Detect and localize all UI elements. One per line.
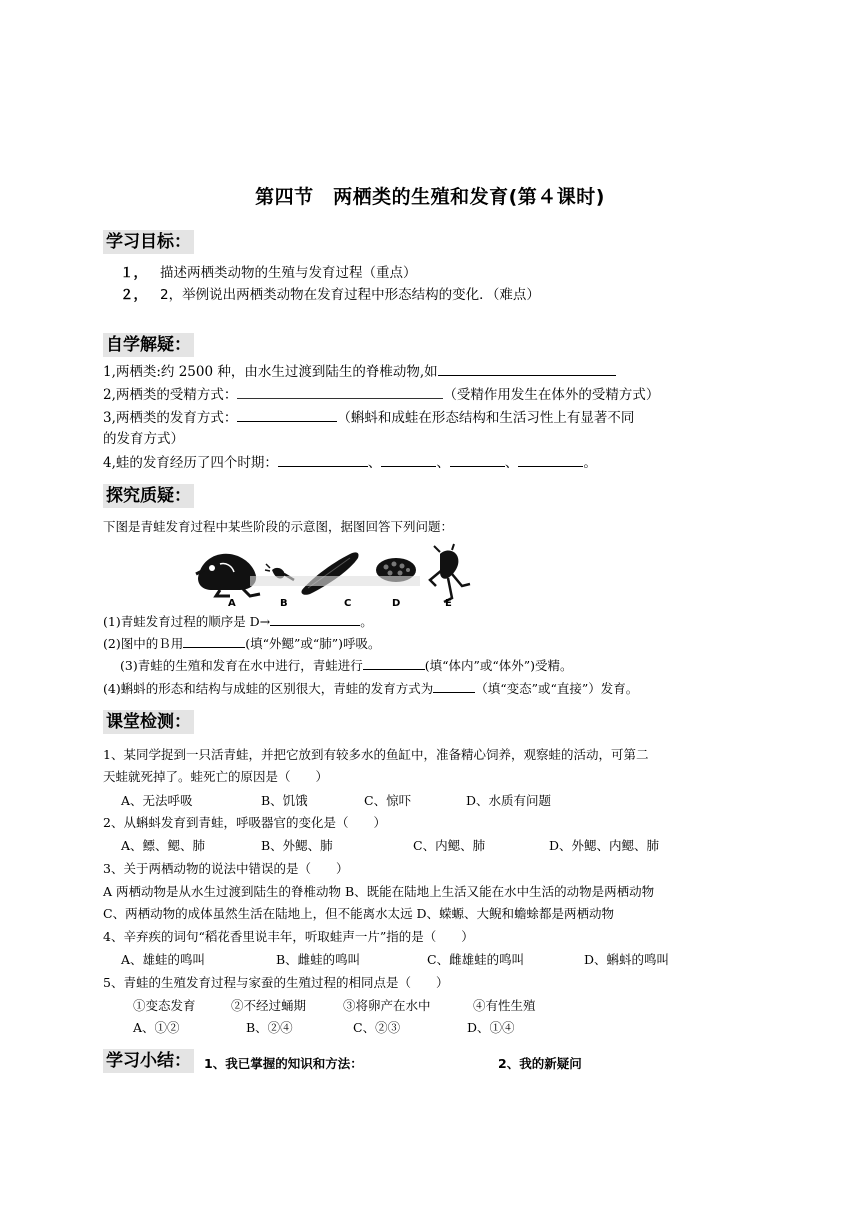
answer-blank[interactable] xyxy=(433,679,475,693)
figure-label-b: B xyxy=(280,598,288,609)
question-text: 2,两栖类的受精方式： xyxy=(103,387,238,403)
explore-question-1 xyxy=(103,612,373,631)
self-study-question-1 xyxy=(103,362,616,381)
summary-item-2: 2、我的新疑问 xyxy=(498,1056,582,1071)
option-d[interactable]: D、①④ xyxy=(467,1020,515,1035)
period: 。 xyxy=(360,614,373,629)
figure-label-c: C xyxy=(344,598,352,609)
option-d[interactable]: D、水质有问题 xyxy=(466,793,552,808)
statement-1: ①变态发育 xyxy=(133,998,196,1013)
question-text: (2)图中的Ｂ用 xyxy=(103,636,184,651)
question-text: (1)青蛙发育过程的顺序是 D→ xyxy=(103,614,271,629)
check-question-3-line-2: C、两栖动物的成体虽然生活在陆地上，但不能离水太远 D、蝾螈、大鲵和蟾蜍都是两栖动物 xyxy=(103,906,615,921)
frog-development-figure xyxy=(190,540,480,610)
question-text: 3,两栖类的发育方式： xyxy=(103,410,238,426)
separator: 、 xyxy=(367,455,382,471)
froglet-icon xyxy=(430,544,470,602)
answer-blank[interactable] xyxy=(278,453,368,467)
goal-text: 2，举例说出两栖类动物在发育过程中形态结构的变化．（难点） xyxy=(160,287,540,303)
tadpole-icon xyxy=(301,552,358,594)
goal-number: １， xyxy=(120,265,147,281)
check-question-2: 2、从蝌蚪发育到青蛙，呼吸器官的变化是（ ） xyxy=(103,815,386,830)
period: 。 xyxy=(583,455,597,471)
explore-question-3 xyxy=(120,656,573,675)
answer-blank[interactable] xyxy=(518,453,583,467)
answer-blank[interactable] xyxy=(381,453,436,467)
self-study-question-3-cont: 的发育方式） xyxy=(103,431,184,447)
check-question-4: 4、辛弃疾的词句“稻花香里说丰年，听取蛙声一片”指的是（ ） xyxy=(103,929,474,944)
question-hint: （受精作用发生在体外的受精方式） xyxy=(443,387,660,403)
question-hint: (填“外鳃”或“肺”)呼吸。 xyxy=(245,636,381,651)
self-study-question-4 xyxy=(103,453,597,472)
figure-label-a: A xyxy=(228,598,236,609)
self-study-question-2 xyxy=(103,385,659,404)
statement-2: ②不经过蛹期 xyxy=(231,998,307,1013)
check-question-3: 3、关于两栖动物的说法中错误的是（ ） xyxy=(103,861,349,876)
question-hint: （填“变态”或“直接”）发育。 xyxy=(475,681,639,696)
question-text: (3)青蛙的生殖和发育在水中进行，青蛙进行 xyxy=(120,658,363,673)
goal-text: 描述两栖类动物的生殖与发育过程（重点） xyxy=(160,265,417,281)
frog-adult-icon xyxy=(196,554,260,596)
explore-question-4 xyxy=(103,679,638,698)
check-question-1-cont: 天蛙就死掉了。蛙死亡的原因是（ ） xyxy=(103,769,329,784)
section-heading-summary: 学习小结： xyxy=(103,1049,194,1073)
option-b[interactable]: B、饥饿 xyxy=(261,793,308,808)
figure-label-d: D xyxy=(392,598,401,609)
separator: 、 xyxy=(436,455,450,471)
question-text: 1,两栖类:约 2500 种，由水生过渡到陆生的脊椎动物,如 xyxy=(103,364,438,380)
answer-blank[interactable] xyxy=(270,612,360,626)
answer-blank[interactable] xyxy=(438,362,616,376)
option-c[interactable]: C、内鳃、肺 xyxy=(413,838,486,853)
option-c[interactable]: C、惊吓 xyxy=(364,793,412,808)
statement-3: ③将卵产在水中 xyxy=(343,998,431,1013)
goal-item-2 xyxy=(120,286,540,304)
section-heading-self-study: 自学解疑： xyxy=(103,333,194,357)
check-question-1: 1、某同学捉到一只活青蛙，并把它放到有较多水的鱼缸中，准备精心饲养，观察蛙的活动，可第二 xyxy=(103,747,649,762)
option-c[interactable]: C、雌雄蛙的鸣叫 xyxy=(427,952,525,967)
self-study-question-3 xyxy=(103,408,634,427)
answer-blank[interactable] xyxy=(237,385,443,399)
summary-item-1: 1、我已掌握的知识和方法： xyxy=(204,1056,363,1071)
answer-blank[interactable] xyxy=(363,656,425,670)
statement-4: ④有性生殖 xyxy=(473,998,536,1013)
question-hint: (填“体内”或“体外”)受精。 xyxy=(424,658,573,673)
option-c[interactable]: C、②③ xyxy=(353,1020,401,1035)
question-text: (4)蝌蚪的形态和结构与成蛙的区别很大，青蛙的发育方式为 xyxy=(103,681,434,696)
answer-blank[interactable] xyxy=(237,408,337,422)
check-question-3-line-1: A 两栖动物是从水生过渡到陆生的脊椎动物 B、既能在陆地上生活又能在水中生活的动物是两栖动物 xyxy=(103,884,655,899)
option-d[interactable]: D、外鳃、内鳃、肺 xyxy=(549,838,660,853)
answer-blank[interactable] xyxy=(450,453,505,467)
question-hint: （蝌蚪和成蛙在形态结构和生活习性上有显著不同 xyxy=(337,410,635,426)
goal-number: ２， xyxy=(120,287,147,303)
option-a[interactable]: A、鳔、鳃、肺 xyxy=(121,838,206,853)
page-title: 第四节 两栖类的生殖和发育(第４课时) xyxy=(255,186,605,208)
option-a[interactable]: A、雄蛙的鸣叫 xyxy=(121,952,206,967)
answer-blank[interactable] xyxy=(183,634,245,648)
option-b[interactable]: B、②④ xyxy=(246,1020,293,1035)
section-heading-check: 课堂检测： xyxy=(103,710,194,734)
option-a[interactable]: A、①② xyxy=(133,1020,180,1035)
explore-intro: 下图是青蛙发育过程中某些阶段的示意图，据图回答下列问题： xyxy=(103,519,454,534)
check-question-5: 5、青蛙的生殖发育过程与家蚕的生殖过程的相同点是（ ） xyxy=(103,975,449,990)
goal-item-1 xyxy=(120,264,417,282)
section-heading-explore: 探究质疑： xyxy=(103,484,194,508)
question-text: 4,蛙的发育经历了四个时期： xyxy=(103,455,278,471)
figure-label-e: E xyxy=(445,598,452,609)
separator: 、 xyxy=(504,455,519,471)
option-d[interactable]: D、蝌蚪的鸣叫 xyxy=(584,952,670,967)
option-b[interactable]: B、雌蛙的鸣叫 xyxy=(276,952,361,967)
option-b[interactable]: B、外鳃、肺 xyxy=(261,838,333,853)
option-a[interactable]: A、无法呼吸 xyxy=(121,793,193,808)
explore-question-2 xyxy=(103,634,381,653)
section-heading-goals: 学习目标： xyxy=(103,230,194,254)
